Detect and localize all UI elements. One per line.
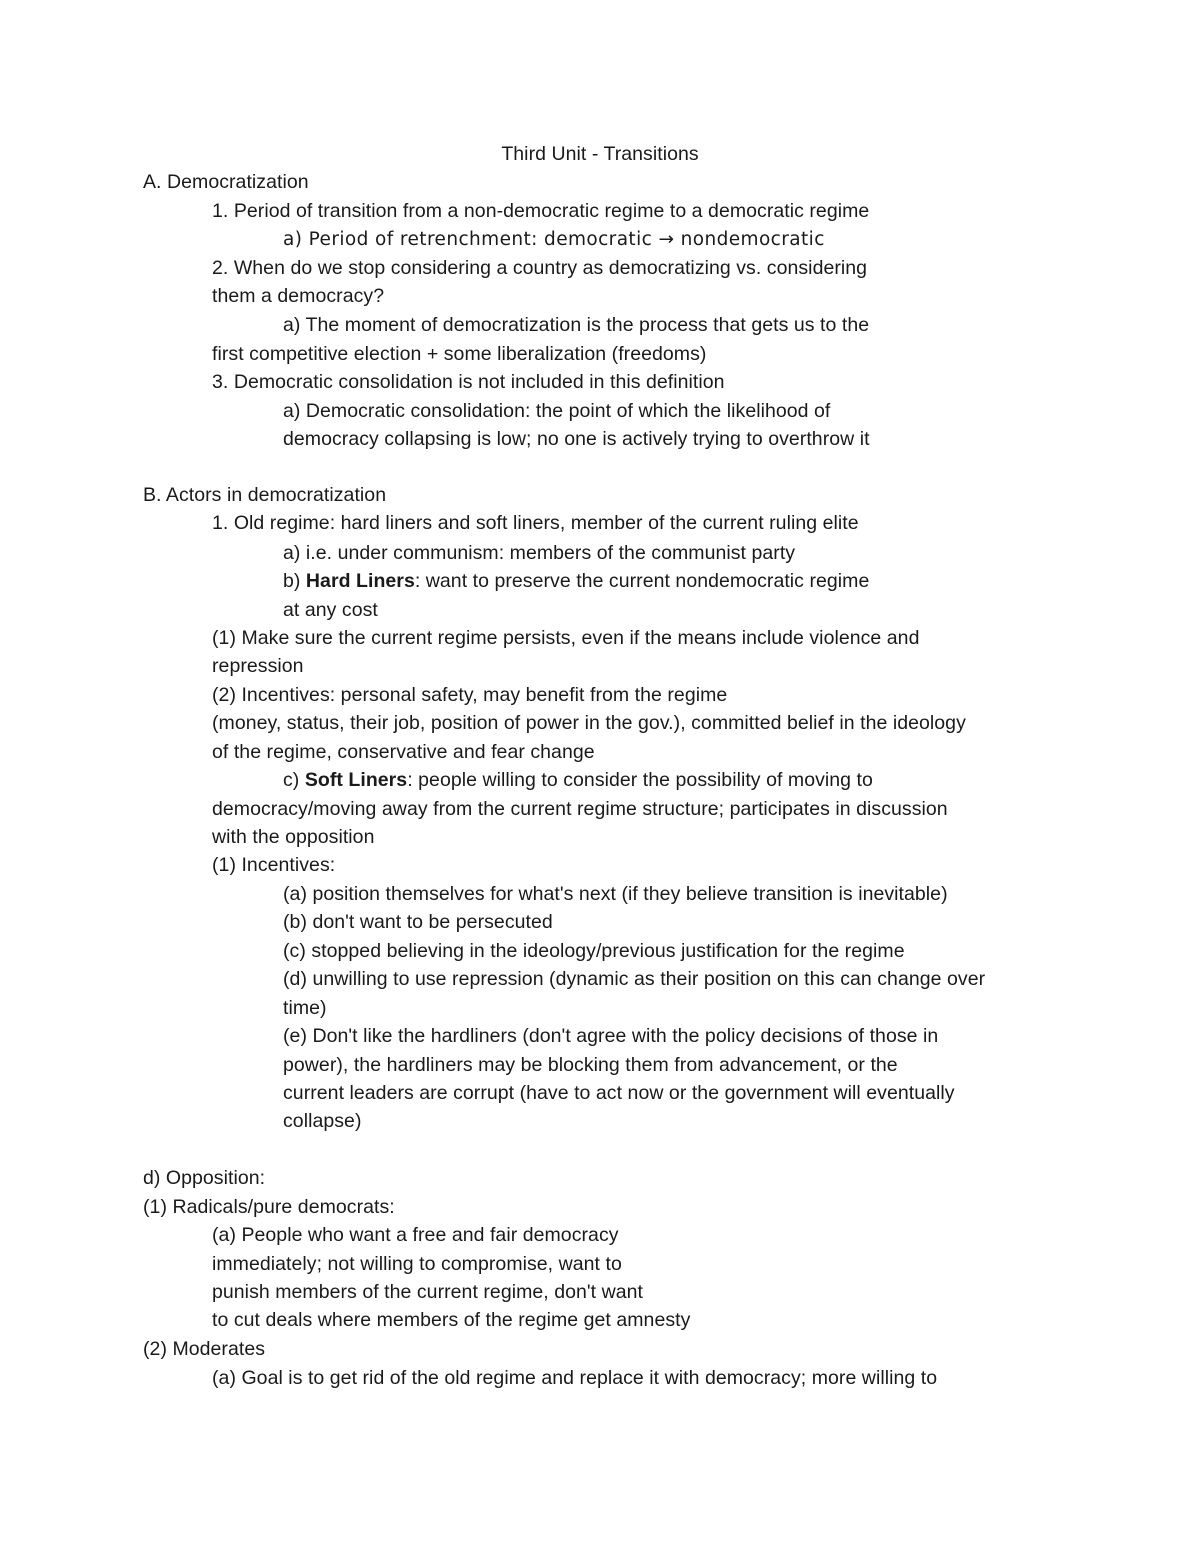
list-item: (1) Make sure the current regime persists, even if the means include violence and xyxy=(212,627,920,649)
term-hard-liners: Hard Liners xyxy=(305,570,415,592)
text-line: first competitive election + some liberalization (freedoms) xyxy=(212,343,707,365)
list-item: a) Period of retrenchment: democratic → nondemocratic xyxy=(283,229,825,250)
text-line: collapse) xyxy=(283,1110,362,1132)
list-item: d) Opposition: xyxy=(143,1167,266,1189)
text-line: repression xyxy=(212,655,304,677)
text-line: time) xyxy=(283,997,327,1019)
section-heading: A. Democratization xyxy=(143,171,309,193)
list-item xyxy=(283,768,873,792)
term-definition: : people willing to consider the possibility of moving to xyxy=(407,769,873,791)
list-item: (c) stopped believing in the ideology/previous justification for the regime xyxy=(283,940,905,962)
text-line: punish members of the current regime, don't want xyxy=(212,1281,643,1303)
text-line: them a democracy? xyxy=(212,285,385,307)
term-soft-liners: Soft Liners xyxy=(304,769,408,791)
text-line: power), the hardliners may be blocking them from advancement, or the xyxy=(283,1054,898,1076)
list-item: 1. Period of transition from a non-democratic regime to a democratic regime xyxy=(212,200,870,222)
list-item: a) The moment of democratization is the process that gets us to the xyxy=(283,314,870,336)
item-marker: b) xyxy=(283,570,306,592)
text-line: democracy/moving away from the current regime structure; participates in discussion xyxy=(212,798,948,820)
text-line: democracy collapsing is low; no one is actively trying to overthrow it xyxy=(283,428,870,450)
list-item: (1) Incentives: xyxy=(212,854,336,876)
document-title: Third Unit - Transitions xyxy=(501,143,699,165)
list-item: (2) Incentives: personal safety, may benefit from the regime xyxy=(212,684,728,706)
list-item: a) i.e. under communism: members of the communist party xyxy=(283,542,796,564)
text-line: (money, status, their job, position of power in the gov.), committed belief in the ideology xyxy=(212,712,966,734)
list-item: 3. Democratic consolidation is not included in this definition xyxy=(212,371,725,393)
list-item: (d) unwilling to use repression (dynamic as their position on this can change over xyxy=(283,968,986,990)
list-item: (a) position themselves for what's next (if they believe transition is inevitable) xyxy=(283,883,948,905)
term-definition: : want to preserve the current nondemocratic regime xyxy=(414,570,870,592)
text-line: immediately; not willing to compromise, want to xyxy=(212,1253,622,1275)
text-line: at any cost xyxy=(283,599,378,621)
list-item: (b) don't want to be persecuted xyxy=(283,911,553,933)
list-item: (1) Radicals/pure democrats: xyxy=(143,1196,395,1218)
text-line: current leaders are corrupt (have to act now or the government will eventually xyxy=(283,1082,955,1104)
list-item: (a) Goal is to get rid of the old regime and replace it with democracy; more willing to xyxy=(212,1367,938,1389)
list-item xyxy=(283,569,869,593)
list-item: 2. When do we stop considering a country as democratizing vs. considering xyxy=(212,257,868,279)
list-item: 1. Old regime: hard liners and soft liners, member of the current ruling elite xyxy=(212,512,859,534)
text-line: with the opposition xyxy=(212,826,375,848)
list-item: a) Democratic consolidation: the point of which the likelihood of xyxy=(283,400,831,422)
text-line: to cut deals where members of the regime get amnesty xyxy=(212,1309,691,1331)
text-line: of the regime, conservative and fear change xyxy=(212,741,595,763)
section-heading: B. Actors in democratization xyxy=(143,484,387,506)
item-marker: c) xyxy=(283,769,305,791)
list-item: (2) Moderates xyxy=(143,1338,266,1360)
list-item: (e) Don't like the hardliners (don't agree with the policy decisions of those in xyxy=(283,1025,939,1047)
list-item: (a) People who want a free and fair democracy xyxy=(212,1224,619,1246)
